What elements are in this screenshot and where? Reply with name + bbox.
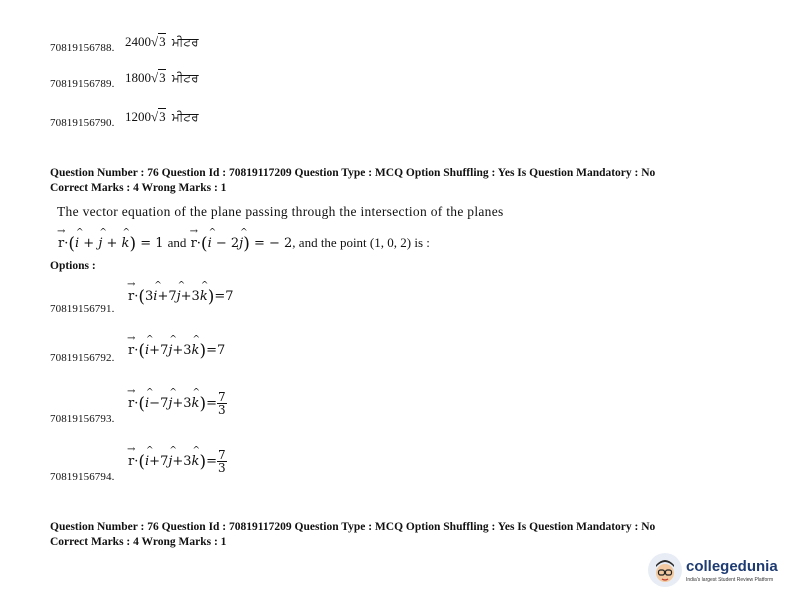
question-equations: → r·(^ i + ^ j + ^ k) = 1 and → r·(^ i − 2^ j) = − 2, and the point (1, 0, 2) is : xyxy=(58,234,430,254)
unit-label: ਮੀਟਰ xyxy=(171,110,199,124)
option-id: 70819156791. xyxy=(50,303,115,315)
option-id: 70819156793. xyxy=(50,413,115,425)
next-question-header xyxy=(50,520,690,550)
option-value: 2400√3 ਮੀਟਰ xyxy=(125,34,199,49)
question-text: The vector equation of the plane passing through the intersection of the planes xyxy=(57,204,504,219)
option-id: 70819156788. xyxy=(50,42,115,54)
option-id: 70819156789. xyxy=(50,78,115,90)
options-label: Options : xyxy=(50,260,96,272)
question-meta: Question Number : 76 Question Id : 70819117209 Question Type : MCQ Option Shuffling : Yes Is Question Mandatory : No xyxy=(50,167,656,179)
option-equation: → r·(^ i+7^ j+3^ k)=7 xyxy=(128,341,225,361)
unit-label: ਮੀਟਰ xyxy=(171,35,199,49)
marks-info: Correct Marks : 4 Wrong Marks : 1 xyxy=(50,182,227,194)
logo-name: collegedunia xyxy=(686,558,778,575)
collegedunia-logo xyxy=(648,553,788,597)
option-equation: → r·(^ i−7^ j+3^ k)= $\frac{7}{3}$ xyxy=(128,391,227,416)
logo-tagline: India's largest Student Review Platform xyxy=(686,577,774,583)
mascot-icon xyxy=(648,553,682,587)
option-value: 1800√3 ਮੀਟਰ xyxy=(125,70,199,85)
question-header xyxy=(50,166,750,196)
option-value: 1200√3 ਮੀਟਰ xyxy=(125,109,199,124)
unit-label: ਮੀਟਰ xyxy=(171,71,199,85)
option-id: 70819156794. xyxy=(50,471,115,483)
marks-info: Correct Marks : 4 Wrong Marks : 1 xyxy=(50,536,227,548)
option-equation: → r·(^ i+7^ j+3^ k)= $\frac{7}{3}$ xyxy=(128,449,227,474)
option-id: 70819156790. xyxy=(50,117,115,129)
option-id: 70819156792. xyxy=(50,352,115,364)
question-meta: Question Number : 76 Question Id : 70819117209 Question Type : MCQ Option Shuffling : Yes Is Question Mandatory : No xyxy=(50,521,656,533)
option-equation: → r·(3^ i+7^ j+3^ k)=7 xyxy=(128,287,234,307)
